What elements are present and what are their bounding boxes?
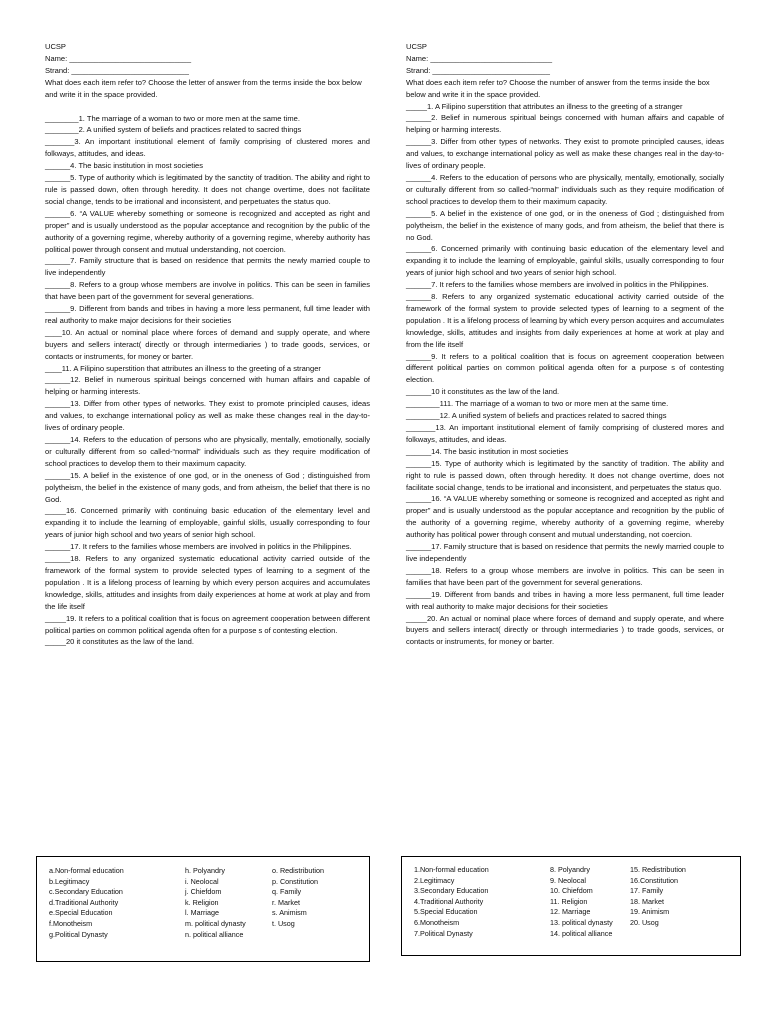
answer-key-box-left — [36, 856, 370, 962]
question-item: ______14. Refers to the education of persons who are physically, mentally, emotionally, socially or culturally different from so called-“normal” individuals such as they require modification of school practices to develop them to their maximum capacity. — [45, 435, 370, 468]
question-item: _______3. An important institutional element of family comprising of clustered mores and folkways, attitudes, and ideas. — [45, 137, 370, 159]
question-item: ______7. Family structure that is based on residence that permits the newly married couple to live independently — [45, 256, 370, 278]
answer-key-term: p. Constitution — [272, 876, 318, 886]
answer-key-term — [272, 930, 362, 941]
answer-key-term: 11. Religion — [550, 896, 588, 906]
answer-key-term: d.Traditional Authority — [49, 897, 119, 907]
answer-key-box-right — [401, 856, 741, 956]
question-item: ______9. It refers to a political coalition that is focus on agreement cooperation between different political parties on common political agenda often for a purpose s of contesting election. — [406, 351, 724, 385]
question-item: ______19. Different from bands and tribes in having a more less permanent, full time leader with real authority to make major decisions for their societies — [406, 589, 724, 611]
question-item: ______14. The basic institution in most societies — [406, 446, 569, 456]
question-item: ________111. The marriage of a woman to two or more men at the same time. — [406, 399, 669, 409]
subject-label: UCSP — [406, 42, 427, 51]
answer-key-term: 14. political alliance — [550, 928, 613, 938]
answer-key-term: r. Market — [272, 897, 300, 907]
question-item: ______15. Type of authority which is legitimated by the sanctity of tradition. The ability and right to rule is passed down, often through heredity. It does not change overtime, does not facilitate social change, tends to be irrational and inconsistent, and perpetuates the status quo. — [406, 458, 724, 492]
answer-key-term: o. Redistribution — [272, 866, 324, 875]
question-item: ______4. Refers to the education of persons who are physically, mentally, emotionally, socially or culturally different from so called-“normal” individuals such as they require modification of school practices to develop them to their maximum capacity. — [406, 172, 724, 206]
item-list — [45, 113, 370, 649]
answer-key-term: 7.Political Dynasty — [414, 928, 473, 938]
question-item: ______4. The basic institution in most societies — [45, 161, 204, 171]
answer-key-term: 4.Traditional Authority — [414, 896, 484, 906]
question-item: ______3. Differ from other types of networks. They exist to promote principled causes, ideas and values, to exchange international policy as well as make these changes real in the day-to-lives of ordinary people. — [406, 137, 724, 171]
question-item: ______17. It refers to the families whose members are involved in politics in the Philippines. — [45, 542, 352, 552]
answer-key-term: k. Religion — [185, 897, 219, 907]
question-item: ______18. Refers to any organized systematic educational activity carried outside of the framework of the formal system to provide selected types of learning to a segment of the population . It is a lifelong process of learning by which every person acquires and accumulates knowledge, skills, attitudes and insights from daily experiences at home at work at play and from the life itself — [45, 554, 370, 611]
question-item: ______5. A belief in the existence of one god, or in the oneness of God ; distinguished from polytheism, the belief in the existence of many gods, and from atheism, the belief that there is no God. — [406, 208, 724, 242]
answer-key-term: 18. Market — [630, 896, 664, 906]
answer-key-term: 1.Non-formal education — [414, 865, 489, 874]
answer-key-term: m. political dynasty — [185, 918, 246, 928]
answer-key-term: 17. Family — [630, 886, 664, 896]
name-field: Name: _____________________________ — [406, 53, 553, 63]
answer-key-term: e.Special Education — [49, 908, 113, 918]
instructions: What does each item refer to? Choose the letter of answer from the terms inside the box below and write it in the space provided. — [45, 77, 362, 99]
question-item: _____1. A Filipino superstition that attributes an illness to the greeting of a stranger — [406, 101, 683, 111]
answer-key-term: q. Family — [272, 887, 302, 897]
answer-key-term: 5.Special Education — [414, 907, 478, 917]
answer-key-term: 16.Constitution — [630, 875, 678, 885]
worksheet-left — [45, 41, 370, 648]
question-item: ____10. An actual or nominal place where forces of demand and supply operate, and where buyers and sellers interact( directly or through intermediaries ) to trade goods, services, or contacts or instruments, for money or barter. — [45, 327, 370, 361]
question-item: ______8. Refers to a group whose members are involve in politics. This can be seen in families that have been part of the government for several generations. — [45, 280, 370, 302]
answer-key-term — [630, 929, 725, 940]
answer-key-term: 9. Neolocal — [550, 875, 586, 885]
answer-key-term: 2.Legitimacy — [414, 875, 455, 885]
question-item: ________12. A unified system of beliefs and practices related to sacred things — [406, 411, 667, 421]
question-item: ______18. Refers to a group whose members are involve in politics. This can be seen in families that have been part of the government for several generations. — [406, 565, 724, 587]
answer-key-term: f.Monotheism — [49, 918, 93, 928]
answer-key-term: s. Animism — [272, 908, 307, 918]
question-item: ______13. Differ from other types of networks. They exist to promote principled causes, ideas and values, to exchange international policy as well as make these changes real in the day-to-lives of ordinary people. — [45, 399, 370, 433]
answer-key-term: 20. Usog — [630, 917, 659, 927]
answer-key-term: h. Polyandry — [185, 866, 225, 875]
answer-key-term: 10. Chiefdom — [550, 886, 593, 896]
question-item: _____16. Concerned primarily with continuing basic education of the elementary level and expanding it to include the learning of employable, gainful skills, usually corresponding to four years of junior high school and two years of senior high school. — [45, 506, 370, 540]
question-item: ______7. It refers to the families whose members are involved in politics in the Philippines. — [406, 280, 709, 290]
answer-key-term: n. political alliance — [185, 929, 244, 939]
question-item: ______16. “A VALUE whereby something or someone is recognized and accepted as right and proper” and is usually understood as the popular acceptance and recognition by the public of the authority of a governing regime, whereby authority of a governing regime, whereby authority has political power through consent and mutual understanding, not coercion. — [406, 494, 724, 540]
strand-field: Strand: ____________________________ — [45, 65, 189, 75]
answer-key-term: i. Neolocal — [185, 876, 219, 886]
answer-key-term: t. Usog — [272, 918, 295, 928]
answer-key-term: 19. Animism — [630, 907, 670, 917]
question-item: ______6. Concerned primarily with continuing basic education of the elementary level and expanding it to include the learning of employable, gainful skills, usually corresponding to four years of junior high school and two years of senior high school. — [406, 244, 724, 278]
question-item: _____20 it constitutes as the law of the land. — [45, 637, 194, 647]
question-item: _______13. An important institutional element of family comprising of clustered mores and folkways, attitudes, and ideas. — [406, 423, 724, 444]
question-item: ______15. A belief in the existence of one god, or in the oneness of God ; distinguished from polytheism, the belief in the existence of many gods, and from atheism, the belief that there is no God. — [45, 470, 370, 504]
question-item: ____11. A Filipino superstition that attributes an illness to the greeting of a stranger — [45, 363, 321, 373]
answer-key-term: 6.Monotheism — [414, 917, 460, 927]
question-item: ________1. The marriage of a woman to two or more men at the same time. — [45, 113, 300, 123]
question-item: _____19. It refers to a political coalition that is focus on agreement cooperation between different political parties on common political agenda often for a purpose s of contesting election. — [45, 613, 370, 635]
answer-key-term: 13. political dynasty — [550, 917, 613, 927]
item-list — [406, 101, 724, 649]
subject-label: UCSP — [45, 42, 66, 51]
question-item: ______2. Belief in numerous spiritual beings concerned with human affairs and capable of helping or harming interests. — [406, 113, 724, 135]
strand-field: Strand: ____________________________ — [406, 65, 550, 75]
question-item: ______10 it constitutes as the law of the land. — [406, 387, 560, 397]
answer-key-term: b.Legitimacy — [49, 876, 90, 886]
name-field: Name: _____________________________ — [45, 53, 192, 63]
instructions: What does each item refer to? Choose the number of answer from the terms inside the box below and write it in the space provided. — [406, 77, 710, 99]
worksheet-right — [406, 41, 724, 648]
answer-key-term: c.Secondary Education — [49, 887, 123, 897]
answer-key-grid — [408, 865, 734, 939]
answer-key-term: a.Non-formal education — [49, 866, 124, 875]
answer-key-term: 12. Marriage — [550, 907, 591, 917]
answer-key-term: l. Marriage — [185, 908, 219, 918]
question-item: ______6. “A VALUE whereby something or someone is recognized and accepted as right and proper” and is usually understood as the popular acceptance and recognition by the public of the authority of a governing regime, whereby authority of a governing regime, whereby authority has political power through consent and mutual understanding, not coercion. — [45, 208, 370, 254]
question-item: ______9. Different from bands and tribes in having a more less permanent, full time leader with real authority to make major decisions for their societies — [45, 304, 370, 325]
answer-key-term: 15. Redistribution — [630, 865, 686, 874]
question-item: ______12. Belief in numerous spiritual beings concerned with human affairs and capable of helping or harming interests. — [45, 375, 370, 397]
answer-key-term: 3.Secondary Education — [414, 886, 489, 896]
answer-key-term: g.Political Dynasty — [49, 929, 108, 939]
question-item: ______17. Family structure that is based on residence that permits the newly married couple to live independently — [406, 542, 724, 563]
question-item: _____20. An actual or nominal place where forces of demand and supply operate, and where buyers and sellers interact( directly or through intermediaries ) to trade goods, services, or contacts or instruments, for money or barter. — [406, 613, 724, 647]
answer-key-term: j. Chiefdom — [185, 887, 222, 897]
answer-key-grid — [43, 866, 363, 940]
question-item: ______8. Refers to any organized systematic educational activity carried outside of the framework of the formal system to provide selected types of learning to a segment of the population . It is a lifelong process of learning by which every person acquires and accumulates knowledge, skills, attitudes and insights from daily experiences at home at work at play and from the life itself — [406, 292, 724, 349]
question-item: ______5. Type of authority which is legitimated by the sanctity of tradition. The ability and right to rule is passed down, often through heredity. It does not change overtime, does not facilitate social change, tends to be irrational and inconsistent, and perpetuates the status quo. — [45, 173, 370, 206]
answer-key-term: 8. Polyandry — [550, 865, 590, 874]
question-item: ________2. A unified system of beliefs and practices related to sacred things — [45, 125, 302, 135]
